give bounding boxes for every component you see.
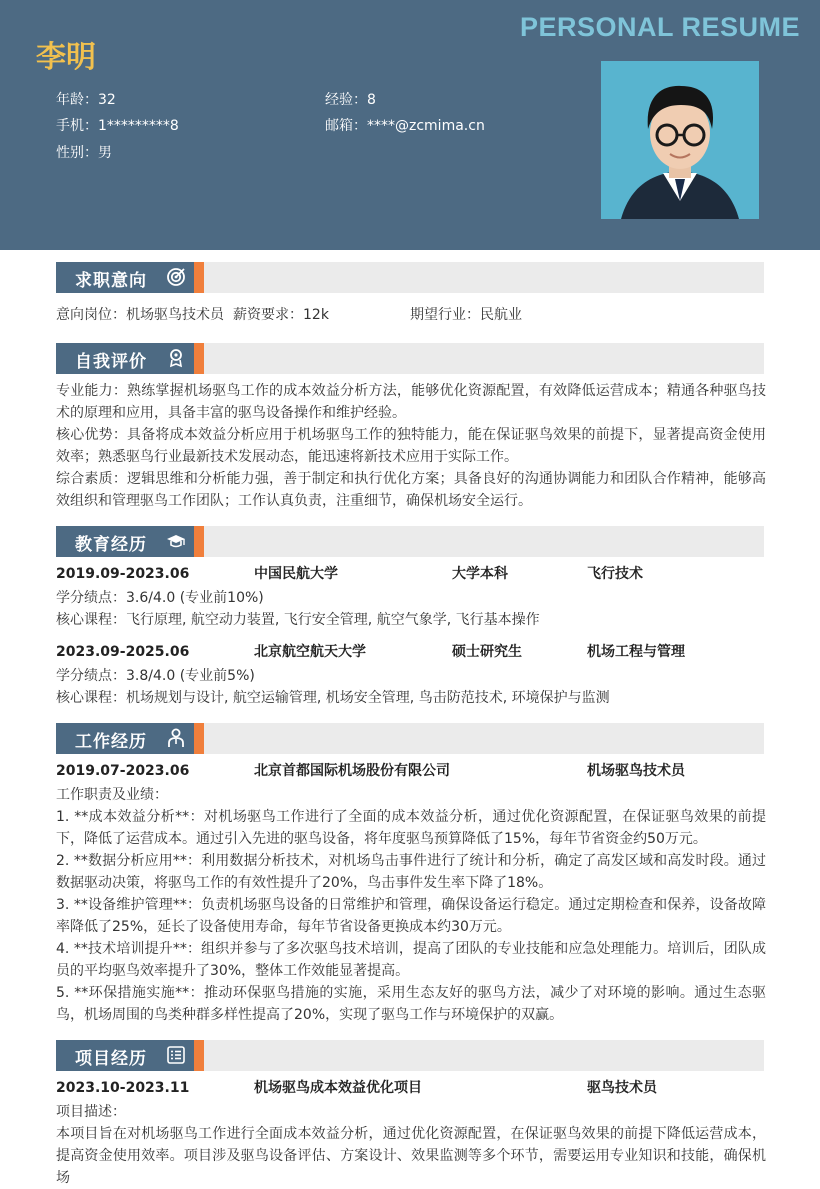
- intent-position: 意向岗位：机场驱鸟技术员: [56, 307, 224, 323]
- section-title-self: 自我评价: [75, 352, 147, 372]
- phone-info: 手机：1*********8: [56, 118, 179, 134]
- intent-salary: 薪资要求：12k: [233, 307, 329, 323]
- section-title-education: 教育经历: [75, 535, 147, 555]
- candidate-name: 李明: [36, 40, 96, 75]
- work-duty-title: 工作职责及业绩：: [56, 787, 168, 803]
- project-name: 机场驱鸟成本效益优化项目: [254, 1080, 422, 1096]
- project-desc: 本项目旨在对机场驱鸟工作进行全面成本效益分析，通过优化资源配置，在保证驱鸟效果的前提下降低运营成本，提高资金使用效率。项目涉及驱鸟设备评估、方案设计、效果监测等多个环节，需要运用专业知识和技能，确保机场: [56, 1126, 766, 1186]
- edu-gpa: 学分绩点：3.6/4.0 (专业前10%): [56, 590, 264, 606]
- project-role: 驱鸟技术员: [587, 1080, 657, 1096]
- edu-degree: 大学本科: [452, 566, 508, 582]
- email-value: ****@zcmima.cn: [367, 118, 485, 134]
- resume-title: PERSONAL RESUME: [519, 12, 800, 42]
- work-role: 机场驱鸟技术员: [587, 763, 685, 779]
- work-period: 2019.07-2023.06: [56, 763, 190, 779]
- project-desc-title: 项目描述：: [56, 1104, 126, 1120]
- section-title-intent: 求职意向: [75, 271, 147, 291]
- list-icon: [166, 1045, 186, 1065]
- section-header-intent: [56, 262, 764, 293]
- work-item-1: 1. **成本效益分析**：对机场驱鸟工作进行了全面的成本效益分析，通过优化资源配置，在保证驱鸟效果的前提下，降低了运营成本。通过引入先进的驱鸟设备，将年度驱鸟预算降低了15%，每年节省资金约50万元。: [56, 809, 766, 847]
- gender-info: 性别：男: [56, 145, 112, 161]
- badge-icon: [166, 348, 186, 368]
- section-title-project: 项目经历: [75, 1049, 147, 1069]
- age-value: 32: [98, 92, 116, 108]
- work-item-5: 5. **环保措施实施**：推动环保驱鸟措施的实施，采用生态友好的驱鸟方法，减少了对环境的影响。通过生态驱鸟，机场周围的鸟类种群多样性提高了20%，实现了驱鸟工作与环境保护的双赢。: [56, 985, 766, 1023]
- edu-courses: 核心课程：飞行原理, 航空动力装置, 飞行安全管理, 航空气象学, 飞行基本操作: [56, 612, 540, 628]
- work-company: 北京首都国际机场股份有限公司: [254, 763, 450, 779]
- work-item-2: 2. **数据分析应用**：利用数据分析技术，对机场鸟击事件进行了统计和分析，确定了高发区域和高发时段。通过数据驱动决策，将驱鸟工作的有效性提升了20%，鸟击事件发生率下降了18%。: [56, 853, 766, 891]
- experience-value: 8: [367, 92, 376, 108]
- target-icon: [166, 267, 186, 287]
- edu-school: 北京航空航天大学: [254, 644, 366, 660]
- edu-major: 飞行技术: [587, 566, 643, 582]
- gender-value: 男: [98, 145, 112, 161]
- phone-value: 1*********8: [98, 118, 179, 134]
- edu-school: 中国民航大学: [254, 566, 338, 582]
- edu-degree: 硕士研究生: [452, 644, 522, 660]
- avatar-portrait-icon: [601, 61, 759, 219]
- avatar: [601, 61, 759, 219]
- section-accent: [194, 262, 204, 293]
- header-banner: [0, 0, 820, 250]
- section-header-work: [56, 723, 764, 754]
- section-header-project: [56, 1040, 764, 1071]
- intent-industry: 期望行业：民航业: [410, 307, 522, 323]
- experience-info: 经验：8: [325, 92, 376, 108]
- section-header-self: [56, 343, 764, 374]
- person-icon: [166, 728, 186, 748]
- self-eval-3: 综合素质：逻辑思维和分析能力强，善于制定和执行优化方案；具备良好的沟通协调能力和团队合作精神，能够高效组织和管理驱鸟工作团队；工作认真负责，注重细节，确保机场安全运行。: [56, 471, 766, 509]
- graduation-cap-icon: [166, 531, 186, 551]
- edu-major: 机场工程与管理: [587, 644, 685, 660]
- email-info: 邮箱：****@zcmima.cn: [325, 118, 485, 134]
- edu-courses: 核心课程：机场规划与设计, 航空运输管理, 机场安全管理, 鸟击防范技术, 环境保护与监测: [56, 690, 610, 706]
- section-title-work: 工作经历: [75, 732, 147, 752]
- section-header-education: [56, 526, 764, 557]
- age-info: 年龄：32: [56, 92, 116, 108]
- edu-gpa: 学分绩点：3.8/4.0 (专业前5%): [56, 668, 255, 684]
- edu-period: 2019.09-2023.06: [56, 566, 190, 582]
- work-item-4: 4. **技术培训提升**：组织并参与了多次驱鸟技术培训，提高了团队的专业技能和应急处理能力。培训后，团队成员的平均驱鸟效率提升了30%，整体工作效能显著提高。: [56, 941, 766, 979]
- edu-period: 2023.09-2025.06: [56, 644, 190, 660]
- self-eval-2: 核心优势：具备将成本效益分析应用于机场驱鸟工作的独特能力，能在保证驱鸟效果的前提下，显著提高资金使用效率；熟悉驱鸟行业最新技术发展动态，能迅速将新技术应用于实际工作。: [56, 427, 766, 465]
- self-eval-1: 专业能力：熟练掌握机场驱鸟工作的成本效益分析方法，能够优化资源配置，有效降低运营成本；精通各种驱鸟技术的原理和应用，具备丰富的驱鸟设备操作和维护经验。: [56, 383, 766, 421]
- work-item-3: 3. **设备维护管理**：负责机场驱鸟设备的日常维护和管理，确保设备运行稳定。通过定期检查和保养，设备故障率降低了25%，延长了设备使用寿命，每年节省设备更换成本约30万元。: [56, 897, 766, 935]
- project-period: 2023.10-2023.11: [56, 1080, 190, 1096]
